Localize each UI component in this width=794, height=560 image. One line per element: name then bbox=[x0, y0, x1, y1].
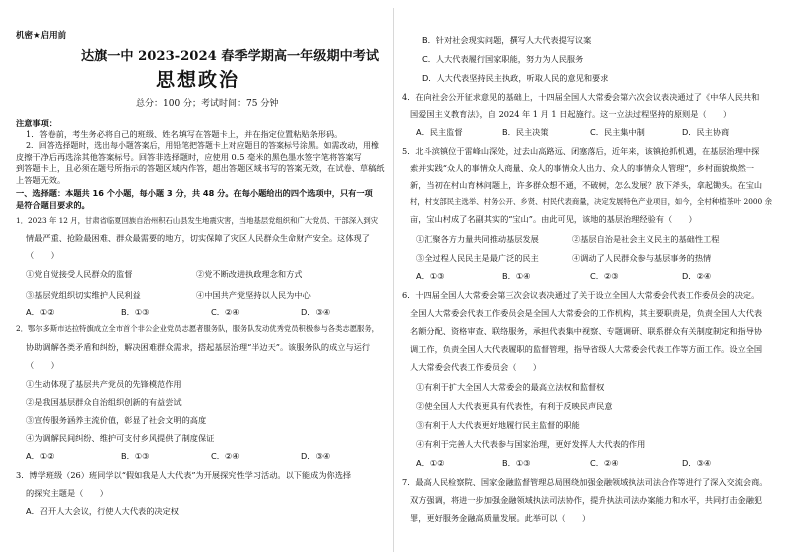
question-1-text: 情最严重、抢险最困难、群众最需要的地方，切实保障了灾区人民群众生命财产安全。这体现了 bbox=[26, 233, 370, 243]
question-2-blank: （ ） bbox=[26, 360, 59, 370]
question-2-option-c[interactable]: C．②④ bbox=[211, 451, 240, 461]
question-2-option-d[interactable]: D．③④ bbox=[301, 451, 331, 461]
question-2-item: ①生动体现了基层共产党员的先锋模范作用 bbox=[26, 379, 182, 389]
question-6-item: ②使全国人大代表更具有代表性，有利于反映民声民意 bbox=[416, 401, 613, 411]
question-1-option-d[interactable]: D．③④ bbox=[301, 307, 331, 317]
section-heading-cont: 是符合题目要求的。 bbox=[16, 200, 90, 210]
exam-title: 达旗一中 2023-2024 春季学期高一年级期中考试 bbox=[81, 49, 380, 64]
question-4-option-d[interactable]: D．民主协商 bbox=[682, 127, 730, 137]
question-2-option-b[interactable]: B．①③ bbox=[121, 451, 150, 461]
notes-line: 到答题卡上，且必须在题号所指示的答题区域内作答，超出答题区域书写的答案无效，在试卷、草稿纸 bbox=[16, 163, 385, 173]
question-5-option-d[interactable]: D．②④ bbox=[682, 271, 712, 281]
question-5-option-b[interactable]: B．①④ bbox=[502, 271, 531, 281]
question-6-option-d[interactable]: D．③④ bbox=[682, 458, 712, 468]
column-divider bbox=[393, 8, 394, 552]
question-6-item: ①有利于扩大全国人大常委会的最高立法权和监督权 bbox=[416, 382, 605, 392]
notes-line: 皮擦干净后再选涂其他答案标号。回答非选择题时，应使用 0.5 毫米的黑色墨水签字笔将答案写 bbox=[16, 152, 362, 162]
question-1-option-a[interactable]: A．①② bbox=[26, 307, 55, 317]
question-5-text: 亩，宝山村成了名副其实的“宝山”。由此可见，该地的基层治理经验有（ ） bbox=[410, 214, 697, 224]
notes-line: 2．回答选择题时，选出每小题答案后，用铅笔把答题卡上对应题目的答案标号涂黑。如需改动，用橡 bbox=[26, 141, 379, 150]
question-2-text: 协助调解各类矛盾和纠纷，解决困难群众需求，搭起基层治理“半边天”。该服务队的成立与运行 bbox=[26, 342, 371, 352]
question-1-item: ②党不断改进执政理念和方式 bbox=[196, 269, 303, 279]
question-4-text: 4．在向社会公开征求意见的基础上，十四届全国人大常委会第六次会议表决通过了《中华人民共和 bbox=[402, 92, 760, 102]
question-2-item: ②是我国基层群众自治组织创新的有益尝试 bbox=[26, 397, 182, 407]
question-3-text: 3．博学班级（26）班同学以“假如我是人大代表”为开展探究性学习活动。以下能成为你选择 bbox=[16, 470, 352, 480]
question-1-option-b[interactable]: B．①③ bbox=[121, 307, 150, 317]
question-5-option-c[interactable]: C．②③ bbox=[590, 271, 619, 281]
question-3-option-c[interactable]: C．人大代表履行国家职能，努力为人民服务 bbox=[422, 54, 584, 64]
question-6-text: 调工作，负责全国人大代表履职的监督管理，指导省级人大常委会代表工作等方面工作。设立全国 bbox=[410, 344, 763, 354]
question-3-option-d[interactable]: D．人大代表坚持民主执政，听取人民的意见和要求 bbox=[422, 73, 609, 83]
question-6-option-b[interactable]: B．①③ bbox=[502, 458, 531, 468]
question-7-text: 罪，更好服务金融高质量发展。此举可以（ ） bbox=[410, 513, 591, 523]
question-1-text: 1．2023 年 12 月，甘肃省临夏回族自治州积石山县发生地震灾害，当地基层党组织和广大党员、干部深入到灾 bbox=[16, 216, 379, 225]
question-6-text: 人大常委会代表工作委员会（ ） bbox=[410, 362, 542, 372]
question-3-text: 的探究主题是（ ） bbox=[26, 488, 108, 498]
question-7-text: 双方强调，将进一步加强金融领域执法司法协作，提升执法司法办案能力和水平，共同打击金融犯 bbox=[410, 495, 763, 505]
exam-meta: 总分：100 分；考试时间：75 分钟 bbox=[136, 99, 279, 109]
question-3-option-a[interactable]: A．召开人大会议，行使人大代表的决定权 bbox=[26, 506, 179, 516]
notes-line: 上答题无效。 bbox=[16, 175, 66, 185]
question-5-item: ④调动了人民群众参与基层事务的热情 bbox=[572, 253, 712, 263]
question-2-item: ④为调解民间纠纷、维护可支付乡风提供了制度保证 bbox=[26, 433, 215, 443]
section-heading: 一、选择题：本题共 16 个小题，每小题 3 分，共 48 分。在每小题给出的四个选项中，只有一项 bbox=[16, 188, 373, 198]
question-6-item: ④有利于完善人大代表参与国家治理，更好发挥人大代表的作用 bbox=[416, 439, 646, 449]
question-5-option-a[interactable]: A．①③ bbox=[416, 271, 445, 281]
question-6-text: 6．十四届全国人大常委会第三次会议表决通过了关于设立全国人大常委会代表工作委员会的决定。 bbox=[402, 290, 760, 300]
question-1-blank: （ ） bbox=[26, 250, 59, 260]
question-2-item: ③宣传服务涵养主流价值，彰显了社会文明的高度 bbox=[26, 415, 207, 425]
question-6-text: 全国人大常委会代表工作委员会是全国人大常委会的工作机构，其主要职责是，负责全国人大代表 bbox=[410, 308, 763, 318]
question-7-text: 7．最高人民检察院、国家金融监督管理总局围绕加强金融领域执法司法合作等进行了深入交流会商。 bbox=[402, 477, 768, 487]
question-4-option-a[interactable]: A．民主监督 bbox=[416, 127, 463, 137]
question-4-option-b[interactable]: B．民主决策 bbox=[502, 127, 549, 137]
question-2-text: 2．鄂尔多斯市达拉特旗成立全市首个非公企业党员志愿者服务队，服务队发动优秀党员积极参与各类志愿服务， bbox=[16, 324, 379, 333]
right-column bbox=[402, 0, 780, 560]
question-6-text: 名额分配、资格审查、联络服务，承担代表集中视察、专题调研、联系群众有关制度制定和指导协 bbox=[410, 326, 763, 336]
question-6-item: ③有利于人大代表更好地履行民主监督的职能 bbox=[416, 420, 580, 430]
notes-heading: 注意事项： bbox=[16, 118, 57, 128]
question-4-option-c[interactable]: C．民主集中制 bbox=[590, 127, 645, 137]
question-4-text: 国爱国主义教育法》，自 2024 年 1 月 1 日起施行。这一立法过程坚持的原则是（ ） bbox=[410, 109, 732, 119]
question-5-text: 索并实践“众人的事情众人商量、众人的事情众人出力、众人的事情众人管理”，乡村面貌焕然一 bbox=[410, 163, 755, 173]
question-5-item: ②基层自治是社会主义民主的基础性工程 bbox=[572, 234, 720, 244]
question-1-item: ③基层党组织切实维护人民利益 bbox=[26, 290, 141, 300]
question-1-item: ①党自觉接受人民群众的监督 bbox=[26, 269, 133, 279]
question-5-text: 5．北斗滨镇位于雷峰山深处，过去山高路远、闭塞落后，近年来，该镇抢抓机遇，在基层治理中探 bbox=[402, 146, 760, 156]
question-5-item: ③全过程人民民主是最广泛的民主 bbox=[416, 253, 539, 263]
subject-title: 思想政治 bbox=[156, 69, 241, 91]
secret-label: 机密★启用前 bbox=[16, 31, 67, 41]
notes-line: 1．答卷前，考生务必将自己的班级、姓名填写在答题卡上，并在指定位置粘贴条形码。 bbox=[26, 129, 343, 139]
question-6-option-c[interactable]: C．②④ bbox=[590, 458, 619, 468]
question-1-option-c[interactable]: C．②④ bbox=[211, 307, 240, 317]
question-5-item: ①汇聚各方力量共同推动基层发展 bbox=[416, 234, 539, 244]
question-1-item: ④中国共产党坚持以人民为中心 bbox=[196, 290, 311, 300]
question-5-text: 新，当初在村山育林问题上，许多群众想不通，不破树，怎么发展？放下斧头，拿起锄头。在宝山 bbox=[410, 180, 763, 190]
question-2-option-a[interactable]: A．①② bbox=[26, 451, 55, 461]
question-5-text: 村，村支部民主选举、村务公开、乡贤、村民代表商量，决定发展特色产业项目，如今，全村种植茶叶 2000 余 bbox=[410, 197, 772, 206]
left-column bbox=[16, 0, 386, 560]
question-6-option-a[interactable]: A．①② bbox=[416, 458, 445, 468]
question-3-option-b[interactable]: B．针对社会现实问题，撰写人大代表提写议案 bbox=[422, 35, 592, 45]
